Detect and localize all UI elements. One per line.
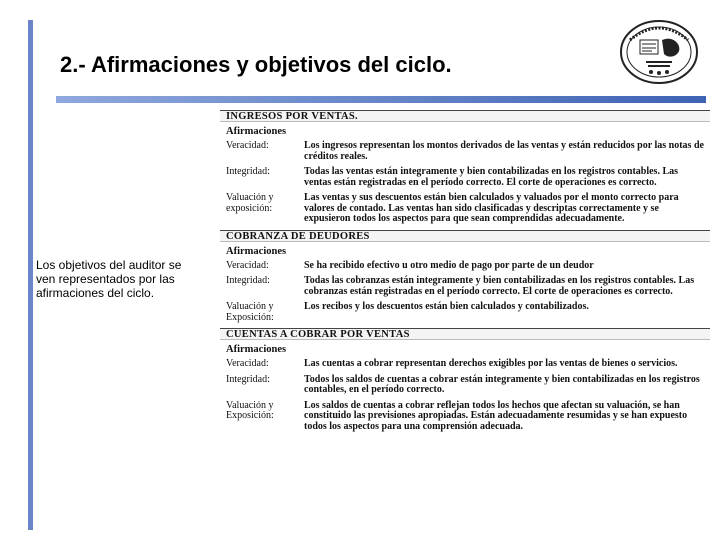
assertion-row (220, 302, 710, 323)
assertion-term: Integridad: (226, 373, 270, 385)
section-cobranza (220, 230, 710, 324)
assertion-definition: Los saldos de cuentas a cobrar reflejan todos los hechos que afectan su valuación, se han constituido las previsiones apropiadas. Están adecuadamente resumidas y se han expuesto todos los aspectos para una comprensión adecuada. (304, 399, 688, 432)
assertion-row (220, 141, 710, 162)
assertion-definition: Todas las cobranzas están integramente y bien contabilizadas en los registros contables. Las cobranzas están registradas en el período correcto. El corte de operaciones es correcto. (304, 275, 695, 297)
afirmaciones-label: Afirmaciones (226, 126, 287, 137)
page-title: 2.- Afirmaciones y objetivos del ciclo. (60, 52, 452, 77)
section-heading: INGRESOS POR VENTAS. (220, 110, 710, 122)
assertion-row (220, 193, 710, 225)
side-note: Los objetivos del auditor se ven representados por las afirmaciones del ciclo. (36, 258, 182, 300)
afirmaciones-label: Afirmaciones (226, 344, 287, 355)
assertion-definition: Los ingresos representan los montos derivados de las ventas y están reducidos por las notas de créditos reales. (304, 140, 704, 162)
assertion-definition: Se ha recibido efectivo u otro medio de pago por parte de un deudor (304, 259, 594, 271)
assertion-term: Veracidad: (226, 259, 269, 271)
assertion-definition: Todas las ventas están integramente y bien contabilizadas en los registros contables. Las ventas están registradas en el período correcto. El corte de operaciones es correcto. (304, 166, 678, 188)
left-accent-bar (28, 20, 33, 530)
assertions-document (220, 110, 710, 437)
assertion-term: Valuación y Exposición: (226, 399, 274, 421)
title-underline (56, 96, 706, 103)
afirmaciones-label: Afirmaciones (226, 245, 287, 257)
assertion-term: Integridad: (226, 166, 270, 177)
section-heading: CUENTAS A COBRAR POR VENTAS (220, 328, 710, 340)
assertion-definition: Las ventas y sus descuentos están bien calculados y valuados por el monto correcto para valores de contado. Las ventas han sido clasificadas y descriptas correctamente y se expusieron todos los aspectos para que sean comprendidas adecuadamente. (304, 192, 679, 224)
assertion-definition: Todos los saldos de cuentas a cobrar están integramente y bien contabilizadas en los registros contables, en el período correcto. (304, 373, 700, 395)
section-cuentas (220, 328, 710, 432)
section-ingresos (220, 110, 710, 225)
assertion-term: Valuación y Exposición: (226, 301, 274, 323)
assertion-term: Veracidad: (226, 358, 269, 369)
section-heading: COBRANZA DE DEUDORES (220, 230, 710, 242)
assertion-definition: Las cuentas a cobrar representan derechos exigibles por las ventas de bienes o servicios. (304, 358, 678, 369)
assertion-term: Veracidad: (226, 140, 269, 151)
assertion-term: Valuación y exposición: (226, 192, 274, 214)
assertion-row (220, 261, 710, 272)
university-seal-icon (618, 18, 700, 86)
assertion-row (220, 167, 710, 188)
assertion-row (220, 401, 710, 433)
assertion-row (220, 359, 710, 370)
assertion-row (220, 375, 710, 396)
assertion-term: Integridad: (226, 275, 270, 286)
assertion-row (220, 276, 710, 297)
assertion-definition: Los recibos y los descuentos están bien calculados y contabilizados. (304, 301, 589, 312)
